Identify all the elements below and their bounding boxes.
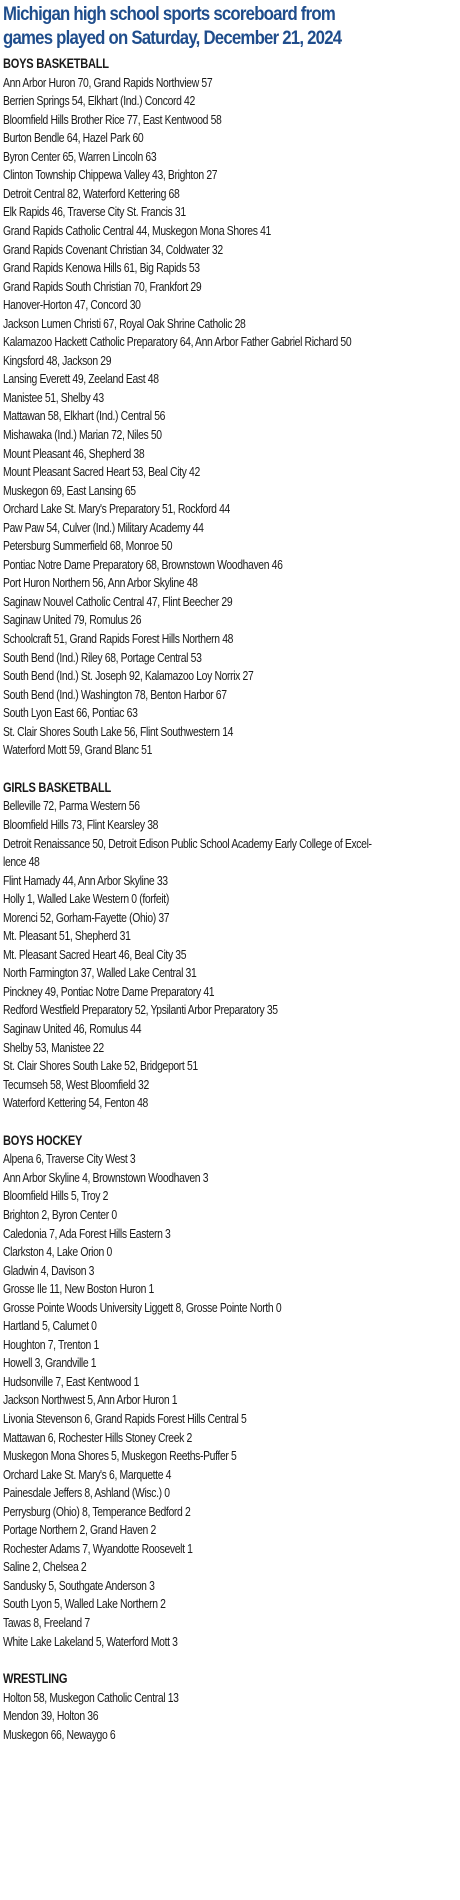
score-line: Portage Northern 2, Grand Haven 2	[3, 1522, 156, 1538]
score-line: Pinckney 49, Pontiac Notre Dame Preparatory 41	[3, 983, 215, 999]
score-line: Rochester Adams 7, Wyandotte Roosevelt 1	[3, 1540, 193, 1556]
score-line: Orchard Lake St. Mary's Preparatory 51, Rockford 44	[3, 501, 230, 517]
score-line: South Bend (Ind.) Riley 68, Portage Central 53	[3, 649, 202, 665]
score-line: Hudsonville 7, East Kentwood 1	[3, 1373, 140, 1389]
score-line: St. Clair Shores South Lake 52, Bridgeport 51	[3, 1058, 198, 1074]
section-spacer	[3, 1651, 458, 1670]
score-line: Saline 2, Chelsea 2	[3, 1559, 87, 1575]
section-heading: BOYS HOCKEY	[3, 1132, 83, 1148]
score-line: St. Clair Shores South Lake 56, Flint Southwestern 14	[3, 723, 234, 739]
score-line: Mattawan 58, Elkhart (Ind.) Central 56	[3, 408, 166, 424]
score-line: Mt. Pleasant 51, Shepherd 31	[3, 928, 131, 944]
score-line: Grosse Ile 11, New Boston Huron 1	[3, 1281, 154, 1297]
score-line: Port Huron Northern 56, Ann Arbor Skyline 48	[3, 575, 198, 591]
section-spacer	[3, 1113, 458, 1132]
section-heading: WRESTLING	[3, 1671, 68, 1687]
score-line: Saginaw Nouvel Catholic Central 47, Flint Beecher 29	[3, 593, 233, 609]
score-line: Clinton Township Chippewa Valley 43, Brighton 27	[3, 167, 218, 183]
results-sections	[3, 55, 458, 1744]
page-title-line-2: games played on Saturday, December 21, 2024	[3, 27, 342, 49]
score-line: Berrien Springs 54, Elkhart (Ind.) Concord 42	[3, 93, 195, 109]
score-line: Bloomfield Hills 73, Flint Kearsley 38	[3, 816, 159, 832]
section-heading: BOYS BASKETBALL	[3, 56, 109, 71]
score-line: Holton 58, Muskegon Catholic Central 13	[3, 1689, 179, 1705]
score-line: Paw Paw 54, Culver (Ind.) Military Academy 44	[3, 519, 204, 535]
score-line: Howell 3, Grandville 1	[3, 1355, 97, 1371]
score-line: Redford Westfield Preparatory 52, Ypsilanti Arbor Preparatory 35	[3, 1002, 278, 1018]
score-line: Alpena 6, Traverse City West 3	[3, 1151, 136, 1167]
score-line: Ann Arbor Skyline 4, Brownstown Woodhaven 3	[3, 1169, 209, 1185]
sport-section	[3, 1670, 458, 1744]
score-line: South Bend (Ind.) St. Joseph 92, Kalamazoo Loy Norrix 27	[3, 668, 254, 684]
score-line: Muskegon 66, Newaygo 6	[3, 1726, 116, 1742]
score-line: Holly 1, Walled Lake Western 0 (forfeit)	[3, 891, 169, 907]
score-line: Kingsford 48, Jackson 29	[3, 352, 112, 368]
page-title-line-1: Michigan high school sports scoreboard from	[3, 3, 335, 25]
scoreboard-page	[3, 0, 458, 1744]
score-line: Saginaw United 79, Romulus 26	[3, 612, 142, 628]
sport-section	[3, 779, 458, 1113]
score-line: Livonia Stevenson 6, Grand Rapids Forest Hills Central 5	[3, 1410, 247, 1426]
score-line: Mishawaka (Ind.) Marian 72, Niles 50	[3, 426, 162, 442]
score-line: Petersburg Summerfield 68, Monroe 50	[3, 538, 173, 554]
sport-section	[3, 1132, 458, 1651]
score-line: Grosse Pointe Woods University Liggett 8, Grosse Pointe North 0	[3, 1299, 282, 1315]
score-line: Manistee 51, Shelby 43	[3, 389, 104, 405]
score-line: Grand Rapids Kenowa Hills 61, Big Rapids 53	[3, 260, 200, 276]
score-line: Tecumseh 58, West Bloomfield 32	[3, 1076, 149, 1092]
section-heading: GIRLS BASKETBALL	[3, 779, 111, 795]
score-line: Mendon 39, Holton 36	[3, 1708, 99, 1724]
score-line: Orchard Lake St. Mary's 6, Marquette 4	[3, 1466, 172, 1482]
score-line: Perrysburg (Ohio) 8, Temperance Bedford 2	[3, 1503, 191, 1519]
score-line: Jackson Northwest 5, Ann Arbor Huron 1	[3, 1392, 178, 1408]
score-line: Kalamazoo Hackett Catholic Preparatory 64, Ann Arbor Father Gabriel Richard 50	[3, 334, 352, 350]
score-line: South Lyon 5, Walled Lake Northern 2	[3, 1596, 166, 1612]
score-line: Hartland 5, Calumet 0	[3, 1318, 97, 1334]
score-line: Waterford Kettering 54, Fenton 48	[3, 1095, 148, 1111]
score-line: Morenci 52, Gorham-Fayette (Ohio) 37	[3, 909, 170, 925]
score-line: Byron Center 65, Warren Lincoln 63	[3, 148, 157, 164]
score-line: Brighton 2, Byron Center 0	[3, 1206, 117, 1222]
score-line: Sandusky 5, Southgate Anderson 3	[3, 1577, 155, 1593]
score-line: North Farmington 37, Walled Lake Central 31	[3, 965, 197, 981]
score-line: Flint Hamady 44, Ann Arbor Skyline 33	[3, 872, 168, 888]
score-line: Bloomfield Hills 5, Troy 2	[3, 1188, 109, 1204]
score-line: Muskegon 69, East Lansing 65	[3, 482, 136, 498]
score-line: Pontiac Notre Dame Preparatory 68, Brownstown Woodhaven 46	[3, 556, 283, 572]
section-spacer	[3, 760, 458, 779]
score-line: Schoolcraft 51, Grand Rapids Forest Hills Northern 48	[3, 631, 234, 646]
score-line: Ann Arbor Huron 70, Grand Rapids Northview 57	[3, 74, 213, 90]
score-line: Grand Rapids Catholic Central 44, Muskegon Mona Shores 41	[3, 222, 271, 238]
score-line: Caledonia 7, Ada Forest Hills Eastern 3	[3, 1225, 171, 1241]
score-line: Elk Rapids 46, Traverse City St. Francis 31	[3, 204, 186, 220]
sport-section	[3, 55, 458, 760]
page-title	[3, 0, 450, 50]
score-line: lence 48	[3, 854, 40, 870]
score-line: Houghton 7, Trenton 1	[3, 1336, 99, 1352]
score-line: Grand Rapids Covenant Christian 34, Coldwater 32	[3, 241, 223, 257]
score-line: Muskegon Mona Shores 5, Muskegon Reeths-Puffer 5	[3, 1448, 237, 1464]
score-line: Waterford Mott 59, Grand Blanc 51	[3, 742, 153, 758]
score-line: Belleville 72, Parma Western 56	[3, 798, 140, 814]
score-line: White Lake Lakeland 5, Waterford Mott 3	[3, 1633, 178, 1649]
score-line: Mt. Pleasant Sacred Heart 46, Beal City 35	[3, 946, 187, 962]
score-line: Painesdale Jeffers 8, Ashland (Wisc.) 0	[3, 1485, 170, 1501]
score-line: Grand Rapids South Christian 70, Frankfort 29	[3, 278, 202, 294]
score-line: Burton Bendle 64, Hazel Park 60	[3, 130, 144, 146]
score-line: Mount Pleasant Sacred Heart 53, Beal City 42	[3, 464, 200, 480]
score-line: South Bend (Ind.) Washington 78, Benton Harbor 67	[3, 686, 227, 702]
score-line: Tawas 8, Freeland 7	[3, 1614, 90, 1630]
score-line: Clarkston 4, Lake Orion 0	[3, 1244, 112, 1260]
score-line: Mattawan 6, Rochester Hills Stoney Creek 2	[3, 1429, 192, 1445]
score-line: Hanover-Horton 47, Concord 30	[3, 297, 141, 313]
score-line: Mount Pleasant 46, Shepherd 38	[3, 445, 145, 461]
score-line: Detroit Renaissance 50, Detroit Edison Public School Academy Early College of Excel-	[3, 835, 372, 851]
score-line: Jackson Lumen Christi 67, Royal Oak Shrine Catholic 28	[3, 315, 246, 331]
score-line: Lansing Everett 49, Zeeland East 48	[3, 371, 159, 387]
score-line: Saginaw United 46, Romulus 44	[3, 1020, 142, 1036]
score-line: Detroit Central 82, Waterford Kettering 68	[3, 185, 180, 201]
score-line: Bloomfield Hills Brother Rice 77, East Kentwood 58	[3, 111, 222, 127]
score-line: Shelby 53, Manistee 22	[3, 1039, 104, 1055]
score-line: Gladwin 4, Davison 3	[3, 1262, 95, 1278]
score-line: South Lyon East 66, Pontiac 63	[3, 705, 138, 721]
